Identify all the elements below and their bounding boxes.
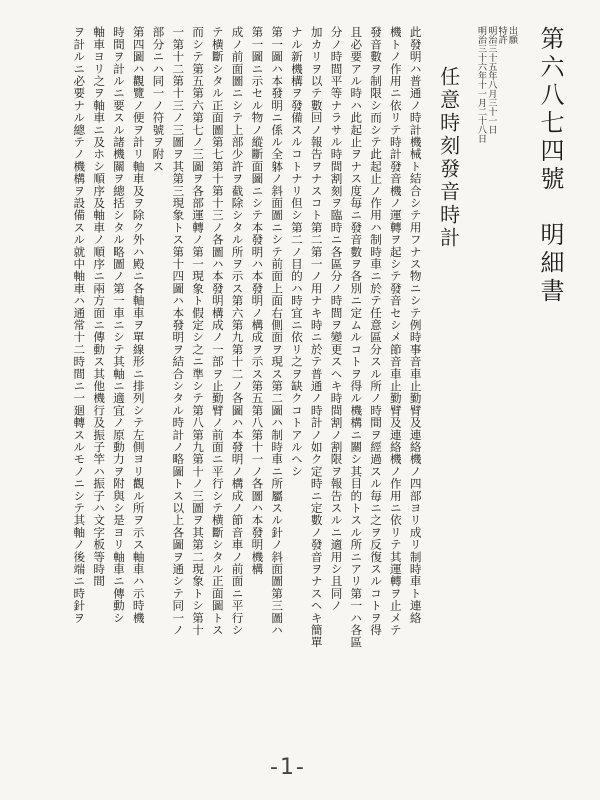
patent-label: 特許 bbox=[496, 26, 507, 44]
body-column: ヲ計ルニ必要ナル總テノ機構ヲ設備スル就中軸車ハ通常十二時間ニ一廻轉スルモノニシテ其軸ノ後端ニ時針ヲ bbox=[72, 26, 87, 624]
page-number: -1- bbox=[270, 755, 306, 780]
body-column: 第一圖ニ示セル物ノ縱斷面圖ニシテ本發明ハ本發明ノ構成ヲ示ス第五第八第十一ノ各圖ハ本發明機構 bbox=[250, 26, 265, 575]
filing-dates bbox=[486, 26, 496, 143]
body-column: 分ノ時間平等ナラサル時間割刻ヲ臨時ニ各區分ノ時間ヲ變更スヘキ時間割ノ割限ヲ報告スルニ適用シ且同ノ bbox=[329, 26, 344, 612]
body-column: 成ノ前面圖ニシテ上部少許ヲ截除シタル所ヲ示ス第六第九第十二ノ各圖ハ本發明ノ構成ノ節音車ノ前面ニ平行シ bbox=[230, 26, 245, 636]
body-column: 機トノ作用ニ依リテ時計發音機ノ運轉ヲ起シテ發音セシメ節音車止勤臂及連絡機ノ作用ニ依リテ其運轉ヲ止メテ bbox=[388, 26, 403, 636]
filing-labels bbox=[496, 26, 517, 143]
body-column: ナル新機構ヲ發備スルコトナリ但シ第二ノ目的ハ時宜ニ依リ之ヲ缺クコトアルヘシ bbox=[289, 26, 304, 478]
patent-dates bbox=[476, 26, 486, 143]
body-column: 軸車ヨリ之ヲ軸車ニ及ホシ順序及軸車ノ順序ニ兩方面ニ傳動ス其他機行及振子竿ハ振子ハ文字板等時間 bbox=[92, 26, 107, 588]
body-column: 一第十二第十三ノ三圖ヲ其第三現象トス第十四圖ハ本發明ヲ結合シタル時計ノ略圖トス以上各圖ヲ通シテ同一ノ bbox=[171, 26, 186, 636]
vertical-text-area bbox=[48, 26, 568, 756]
body-column: 加カリヲ以テ數回ノ報告ヲナスコト第二第一ノ用ナキ時ニ於テ普通ノ時計ノ如ク定時ニ定數ノ發音ヲナスヘキ簡單 bbox=[309, 26, 324, 649]
body-column: テ横斷シタル正面圖第七第十第十三ノ各圖ハ本發明構成ノ一部ヲ止勤臂ノ前面ニ平行シテ横斷シタル正面圖トス bbox=[210, 26, 225, 636]
application-date: 明治三十五年八月三十一日 bbox=[486, 26, 497, 134]
body-column: 第一圖ハ本發明ニ係ル全躰ノ斜面圖ニシテ前面上面右側面ヲ現ス第二圖ハ制時車ニ所屬スル針ノ斜面圖第三圖ハ bbox=[270, 26, 285, 636]
body-column: 此發明ハ普通ノ時計機械ト結合シテ用フナス物ニシテ例時事音車止勤臂及連絡機ノ四部ヨリ成リ制時車ト連絡 bbox=[408, 26, 423, 624]
invention-title: 任意時刻發音時計 bbox=[436, 66, 461, 250]
patent-date: 明治三十六年十一月二十八日 bbox=[475, 26, 486, 143]
body-column: 發音數ヲ制限シ而シテ此起止ノ作用ハ制時車ニ於テ任意區分スル所ノ時間ヲ經過スル毎ニ之ヲ反復スルコトヲ得 bbox=[369, 26, 384, 636]
body-column: 第四圖ハ觀覽ノ便ヲ計リ軸車及ヲ除ク外ハ殿ニ各軸車ヲ單線形ニ排列シテ左側ヨリ觀ル所ヲ示ス軸車ハ示時機 bbox=[131, 26, 146, 624]
document-title: 第六八七四號 明細書 bbox=[536, 26, 564, 306]
body-column: 部分ニハ同一ノ符號ヲ附ス bbox=[151, 26, 166, 173]
filing-info bbox=[476, 26, 517, 143]
body-column: 時間ヲ計ルニ要スル諸機關ヲ總括シタル略圖ノ第一車ニシテ其軸ニ適宜ノ原動力ヲ附與シ是ヨリ軸車ニ傳動シ bbox=[111, 26, 126, 624]
body-column: 且必要アル時ハ此起止ヲナス度毎ニ發音數ヲ各別ニ定ムルコトヲ得ル機構ニ關シ其目的トスル所ニアリ第一ハ各區 bbox=[349, 26, 364, 649]
application-label: 出願 bbox=[507, 26, 517, 44]
body-column: 而シテ第五第六第七ノ三圖ヲ各部運轉ノ第一現象ト假定シ之ニ準シテ第八第九第十ノ三圖ヲ其第二現象トシ第十 bbox=[191, 26, 206, 636]
